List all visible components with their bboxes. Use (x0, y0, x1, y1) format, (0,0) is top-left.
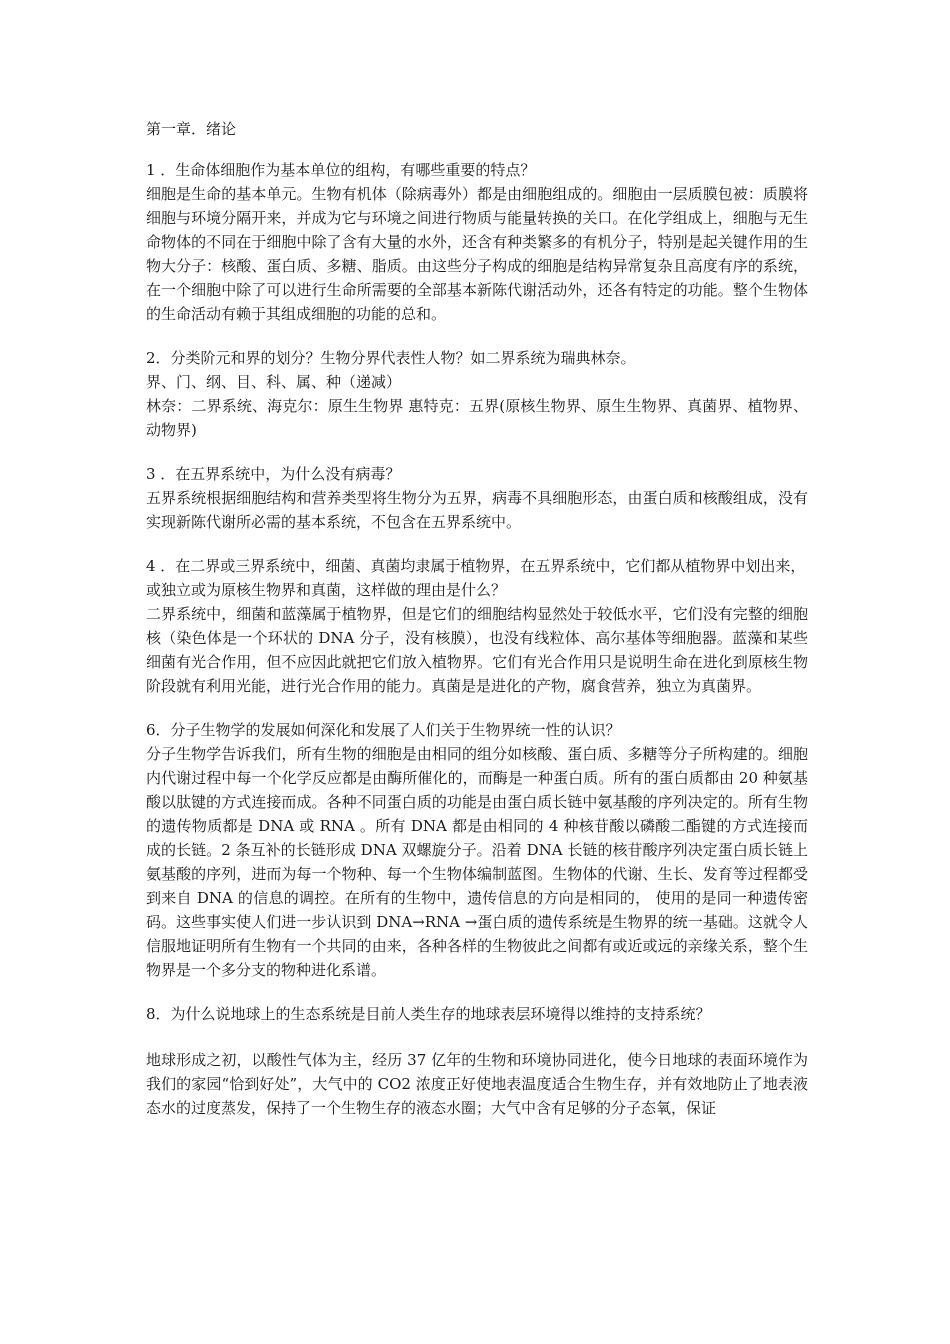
document-page (146, 118, 808, 1140)
question-8: 8．为什么说地球上的生态系统是目前人类生存的地球表层环境得以维持的支持系统？ (146, 1005, 711, 1023)
section-q2 (146, 346, 808, 442)
chapter-title: 第一章．绪论 (146, 120, 237, 138)
answer-8-para-1: 地球形成之初，以酸性气体为主，经历 37 亿年的生物和环境协同进化，使今日地球的表面环境作为我们的家园“恰到好处”，大气中的 CO2 浓度正好使地表温度适合生物生存，并有效地防止了地表液态水的过度蒸发，保持了一个生物生存的液态水圈；大气中含有足够的分子态氧，保证 (146, 1051, 808, 1117)
section-q3 (146, 462, 808, 534)
answer-3-para-1: 五界系统根据细胞结构和营养类型将生物分为五界，病毒不具细胞形态，由蛋白质和核酸组成，没有实现新陈代谢所必需的基本系统，不包含在五界系统中。 (146, 489, 808, 531)
section-q6 (146, 718, 808, 982)
answer-2-para-1: 界、门、纲、目、科、属、种（递减） (146, 373, 402, 391)
answer-2-para-2: 林奈：二界系统、海克尔：原生生物界 惠特克：五界(原核生物界、原生生物界、真菌界、植物界、动物界) (146, 397, 808, 439)
section-q1 (146, 158, 808, 326)
answer-1-para-1: 细胞是生命的基本单元。生物有机体（除病毒外）都是由细胞组成的。细胞由一层质膜包被：质膜将细胞与环境分隔开来，并成为它与环境之间进行物质与能量转换的关口。在化学组成上，细胞与无生命物体的不同在于细胞中除了含有大量的水外，还含有种类繁多的有机分子，特别是起关键作用的生物大分子：核酸、蛋白质、多糖、脂质。由这些分子构成的细胞是结构异常复杂且高度有序的系统，在一个细胞中除了可以进行生命所需要的全部基本新陈代谢活动外，还各有特定的功能。整个生物体的生命活动有赖于其组成细胞的功能的总和。 (146, 185, 808, 323)
answer-6-para-1: 分子生物学告诉我们，所有生物的细胞是由相同的组分如核酸、蛋白质、多糖等分子所构建的。细胞内代谢过程中每一个化学反应都是由酶所催化的，而酶是一种蛋白质。所有的蛋白质都由 20 种氨基酸以肽键的方式连接而成。各种不同蛋白质的功能是由蛋白质长链中氨基酸的序列决定的。所有生物的遗传物质都是 DNA 或 RNA 。所有 DNA 都是由相同的 4 种核苷酸以磷酸二酯键的方式连接而成的长链。2 条互补的长链形成 DNA 双螺旋分子。沿着 DNA 长链的核苷酸序列决定蛋白质长链上氨基酸的序列，进而为每一个物种、每一个生物体编制蓝图。生物体的代谢、生长、发育等过程都受到来自 DNA 的信息的调控。在所有的生物中，遗传信息的方向是相同的， 使用的是同一种遗传密码。这些事实使人们进一步认识到 DNA→RNA →蛋白质的遗传系统是生物界的统一基础。这就令人信服地证明所有生物有一个共同的由来，各种各样的生物彼此之间都有或近或远的亲缘关系，整个生物界是一个多分支的物种进化系谱。 (146, 745, 808, 979)
section-q4 (146, 554, 808, 698)
question-4: 4 ．在二界或三界系统中，细菌、真菌均隶属于植物界，在五界系统中，它们都从植物界中划出来，或独立或为原核生物界和真菌，这样做的理由是什么？ (146, 557, 806, 599)
question-6: 6．分子生物学的发展如何深化和发展了人们关于生物界统一性的认识？ (146, 721, 621, 739)
question-2: 2．分类阶元和界的划分？生物分界代表性人物？如二界系统为瑞典林奈。 (146, 349, 636, 367)
section-q8 (146, 1002, 808, 1120)
question-3: 3 ．在五界系统中，为什么没有病毒？ (146, 465, 401, 483)
answer-4-para-1: 二界系统中，细菌和蓝藻属于植物界，但是它们的细胞结构显然处于较低水平，它们没有完整的细胞核（染色体是一个环状的 DNA 分子，没有核膜），也没有线粒体、高尔基体等细胞器。蓝藻和某些细菌有光合作用，但不应因此就把它们放入植物界。它们有光合作用只是说明生命在进化到原核生物阶段就有利用光能，进行光合作用的能力。真菌是是进化的产物，腐食营养，独立为真菌界。 (146, 605, 808, 695)
question-1: 1 ．生命体细胞作为基本单位的组构，有哪些重要的特点？ (146, 161, 536, 179)
